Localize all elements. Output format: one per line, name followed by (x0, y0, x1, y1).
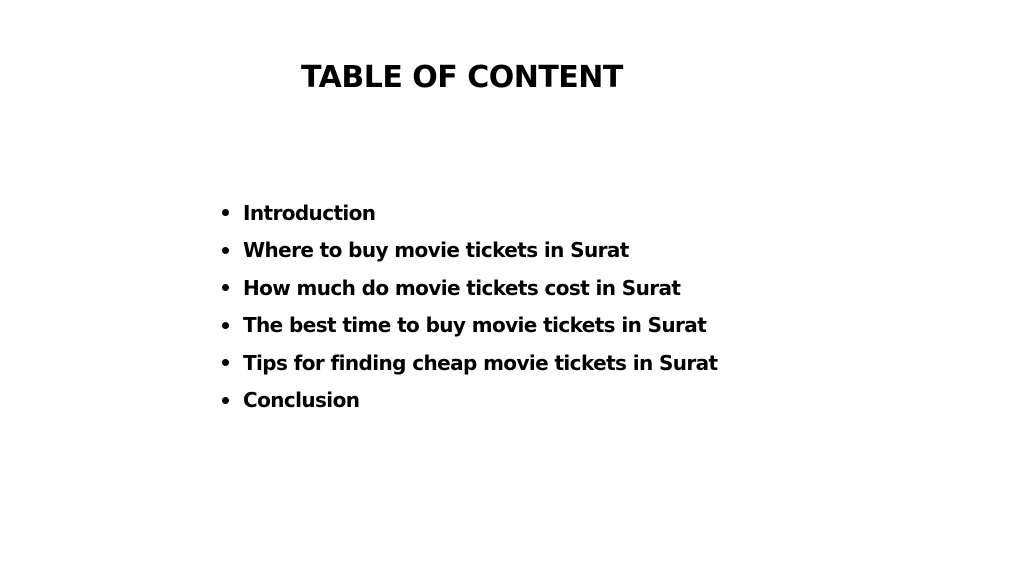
bullet-icon (222, 359, 229, 366)
bullet-icon (222, 209, 229, 216)
list-item (222, 307, 718, 345)
bullet-icon (222, 397, 229, 404)
list-item-label: Introduction (243, 200, 376, 225)
list-item (222, 232, 718, 270)
list-item-label: How much do movie tickets cost in Surat (243, 275, 681, 300)
list-item-label: The best time to buy movie tickets in Surat (243, 313, 707, 338)
bullet-icon (222, 247, 229, 254)
list-item (222, 194, 718, 232)
bullet-icon (222, 322, 229, 329)
list-item-label: Where to buy movie tickets in Surat (243, 238, 629, 263)
list-item-label: Conclusion (243, 388, 360, 413)
list-item (222, 269, 718, 307)
page-title: TABLE OF CONTENT (301, 60, 623, 95)
list-item (222, 344, 718, 382)
bullet-icon (222, 284, 229, 291)
list-item (222, 382, 718, 420)
table-of-contents-list (222, 194, 718, 419)
list-item-label: Tips for finding cheap movie tickets in Surat (243, 350, 718, 375)
